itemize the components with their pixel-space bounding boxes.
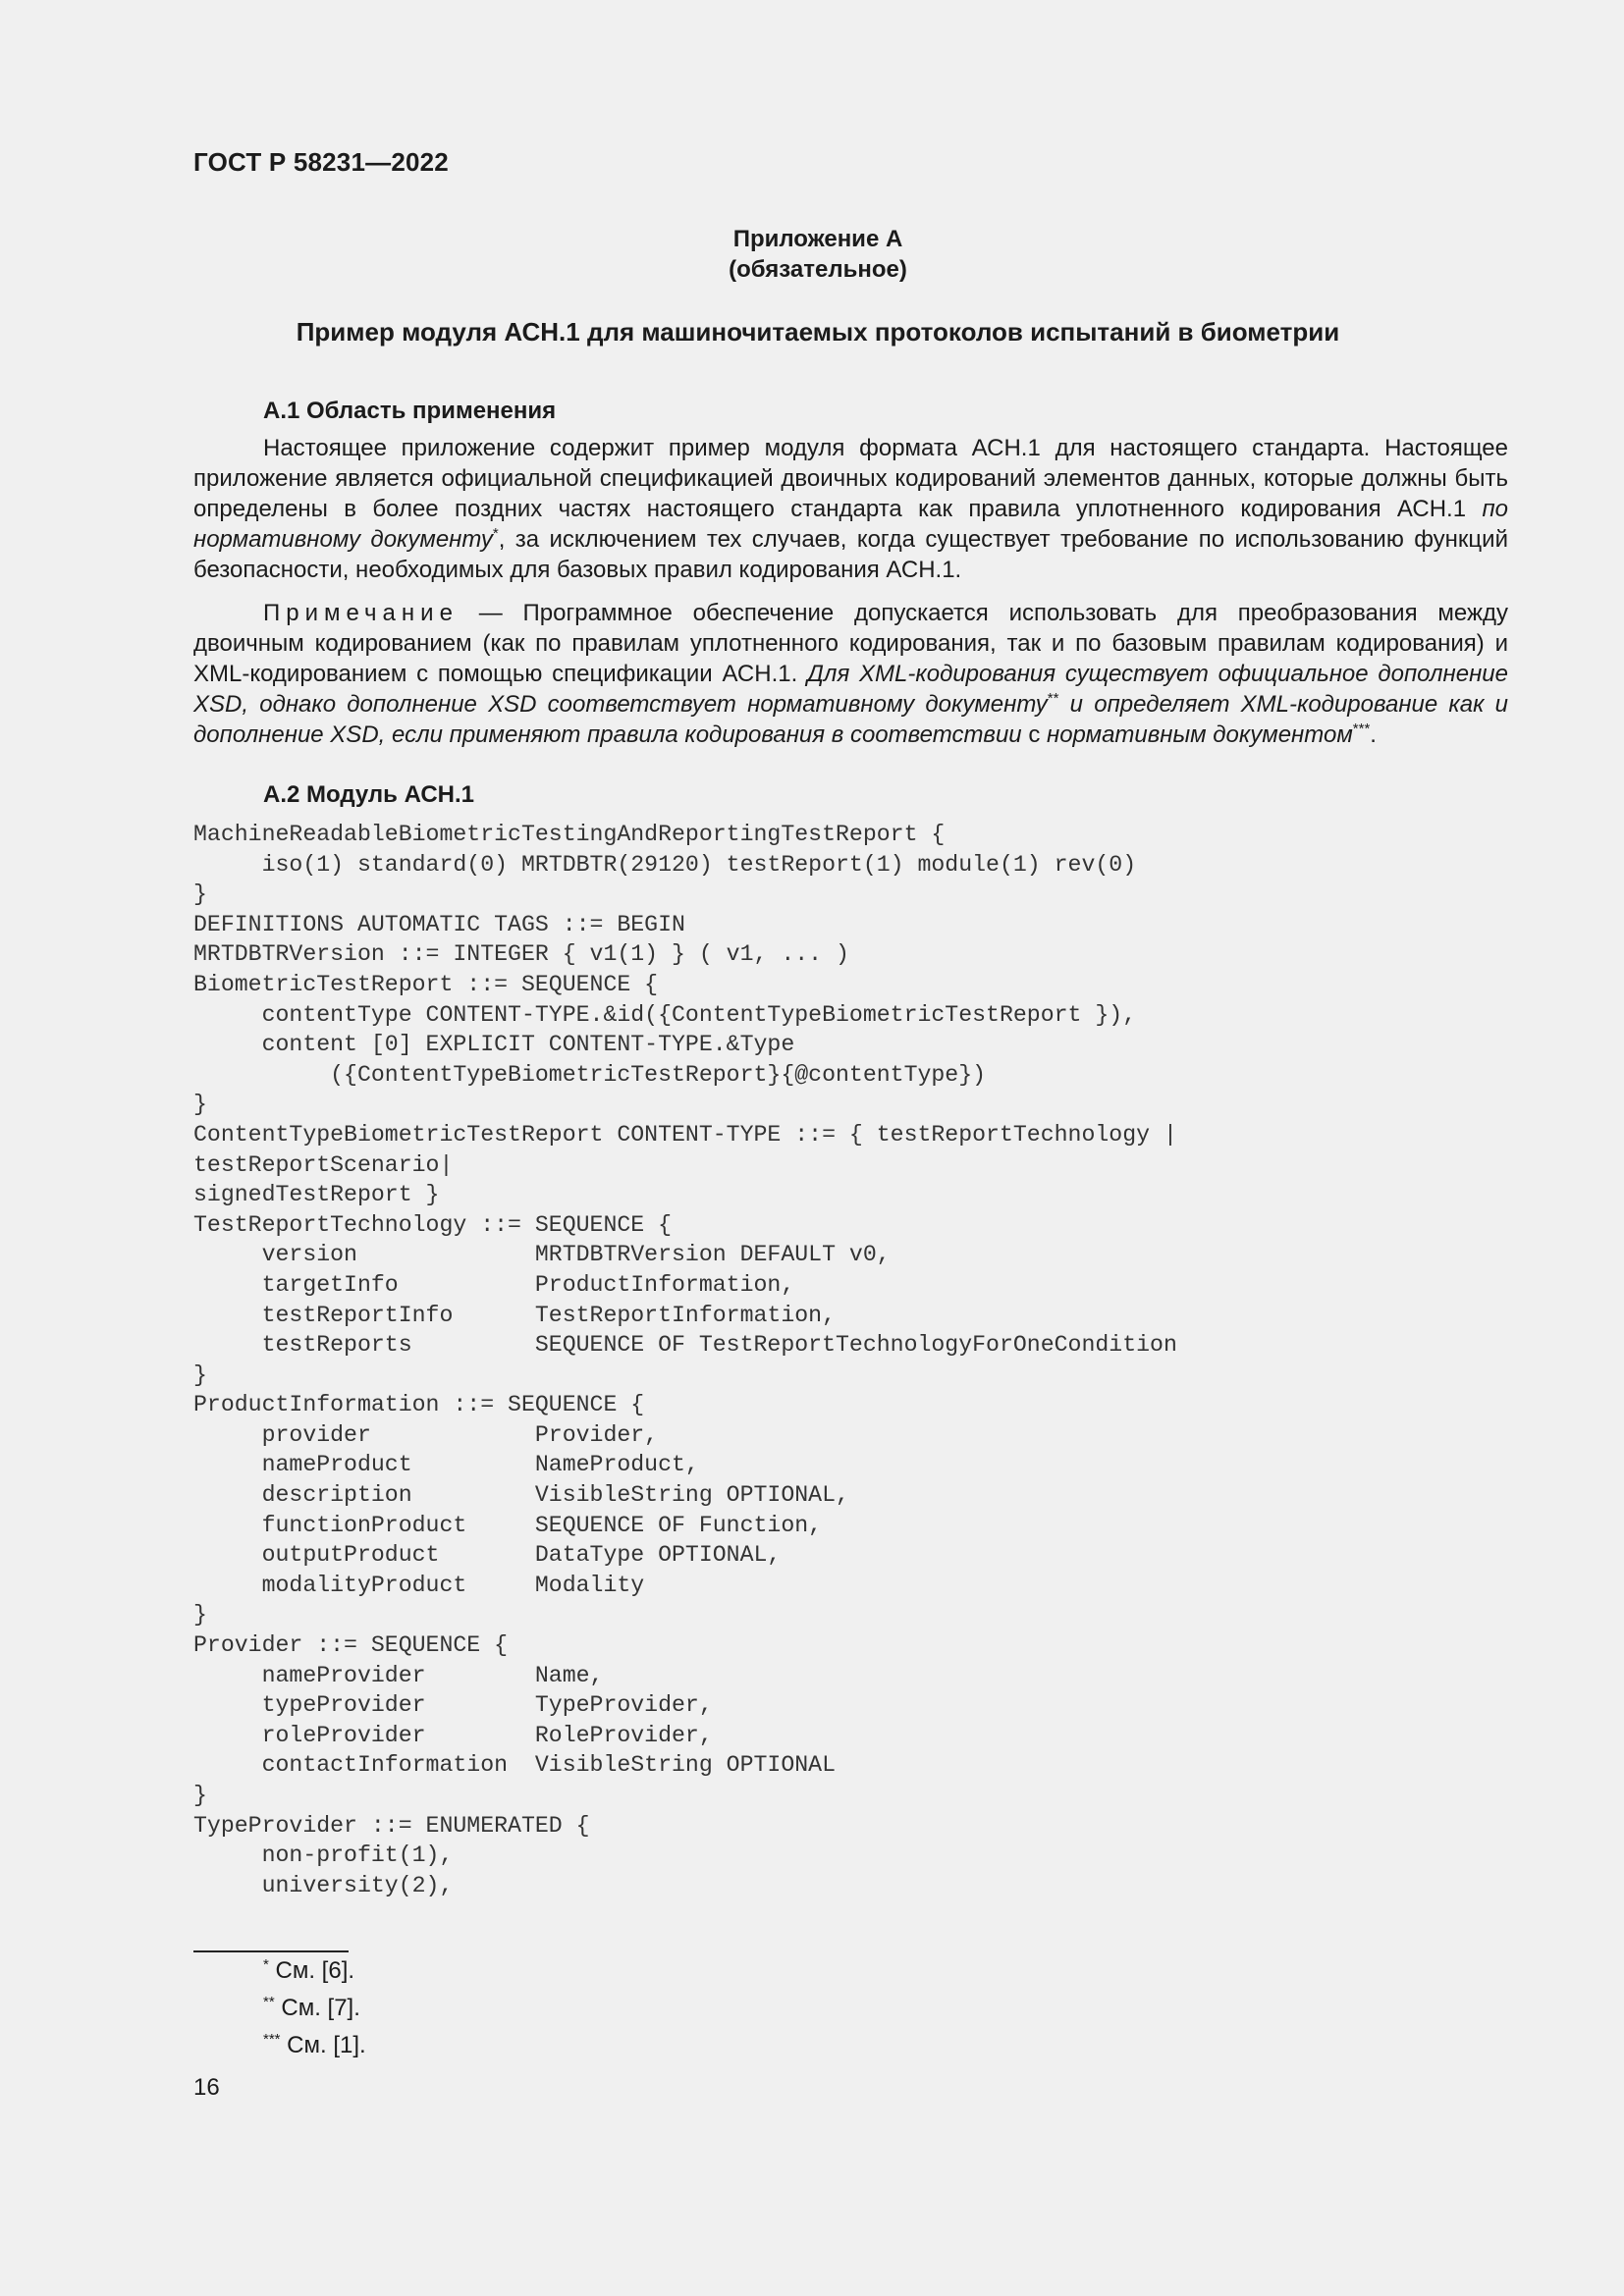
page-number: 16 <box>193 2074 220 2101</box>
footnote-mark: ** <box>263 1994 275 2010</box>
appendix-status: (обязательное) <box>729 256 907 283</box>
code-line: testReports SEQUENCE OF TestReportTechnologyForOneCondition <box>193 1332 1177 1359</box>
appendix-title: Приложение А <box>732 226 903 252</box>
document-code: ГОСТ Р 58231—2022 <box>193 147 449 177</box>
code-line: TestReportTechnology ::= SEQUENCE { <box>193 1211 673 1238</box>
code-line: description VisibleString OPTIONAL, <box>193 1482 849 1509</box>
code-line: roleProvider RoleProvider, <box>193 1722 713 1748</box>
code-line: MachineReadableBiometricTestingAndReportingTestReport { <box>193 822 946 847</box>
code-line: testReportScenario| <box>193 1151 454 1178</box>
code-line: TypeProvider ::= ENUMERATED { <box>193 1812 590 1839</box>
footnote-ref: * <box>492 525 499 542</box>
note-italic: нормативным документом <box>1047 721 1353 748</box>
footnote-text: См. [7]. <box>274 1995 360 2021</box>
paragraph-text: Настоящее приложение содержит пример модуля формата АСН.1 для настоящего стандарта. Настоящее приложение является официальной спецификацией двоичных кодирований элементов данных, которые должны быть определены в более поздних частях настоящего стандарта как правила уплотненного кодирования АСН.1 <box>193 435 1508 522</box>
code-line: testReportInfo TestReportInformation, <box>193 1302 836 1328</box>
code-line: MRTDBTRVersion ::= INTEGER { v1(1) } ( v1, ... ) <box>193 941 849 968</box>
footnote-ref: *** <box>1352 721 1371 737</box>
code-line: BiometricTestReport ::= SEQUENCE { <box>193 971 659 997</box>
code-line: contentType CONTENT-TYPE.&id({ContentTypeBiometricTestReport }), <box>193 1001 1137 1028</box>
code-line: } <box>193 1362 207 1388</box>
code-line: non-profit(1), <box>193 1842 454 1869</box>
code-line: iso(1) standard(0) MRTDBTR(29120) testReport(1) module(1) rev(0) <box>193 851 1137 878</box>
footnote-mark: * <box>263 1956 269 1973</box>
code-line: } <box>193 881 207 908</box>
note-dash: — <box>458 600 523 626</box>
code-line: provider Provider, <box>193 1421 659 1448</box>
footnote-mark: *** <box>263 2031 281 2048</box>
note-italic: Для XML-кодирования существует официальное дополнение XSD, однако дополнение XSD соответствует нормативному документу <box>193 661 1508 718</box>
code-line: nameProvider Name, <box>193 1662 604 1688</box>
code-line: version MRTDBTRVersion DEFAULT v0, <box>193 1242 891 1268</box>
code-line: signedTestReport } <box>193 1182 440 1208</box>
code-line: outputProduct DataType OPTIONAL, <box>193 1542 782 1569</box>
note-italic: и определяет XML-кодирование как и дополнение XSD, если применяют правила кодирования в соответствии <box>193 691 1508 748</box>
code-line: ContentTypeBiometricTestReport CONTENT-TYPE ::= { testReportTechnology | <box>193 1121 1177 1148</box>
footnote-2 <box>263 1994 360 2022</box>
section-a1-paragraph <box>193 433 1508 585</box>
section-a2-heading: А.2 Модуль АСН.1 <box>263 781 474 808</box>
code-line: targetInfo ProductInformation, <box>193 1271 795 1298</box>
code-line: content [0] EXPLICIT CONTENT-TYPE.&Type <box>193 1032 795 1058</box>
code-line: modalityProduct Modality <box>193 1572 645 1598</box>
code-line: university(2), <box>193 1872 454 1898</box>
note-label: Примечание <box>263 600 459 626</box>
asn1-code-block <box>193 820 1568 1900</box>
code-line: } <box>193 1602 207 1629</box>
note-text: с <box>1021 721 1047 748</box>
code-line: nameProduct NameProduct, <box>193 1452 699 1478</box>
footnote-text: См. [6]. <box>268 1957 355 1984</box>
note-text: . <box>1370 721 1377 748</box>
section-a1-heading: А.1 Область применения <box>263 398 557 424</box>
code-line: contactInformation VisibleString OPTIONAL <box>193 1752 836 1779</box>
paragraph-italic: по нормативному документу <box>193 496 1508 553</box>
footnote-divider <box>193 1950 349 1952</box>
footnote-3 <box>263 2031 366 2059</box>
code-line: } <box>193 1092 207 1118</box>
code-line: ProductInformation ::= SEQUENCE { <box>193 1392 645 1418</box>
note-paragraph <box>193 598 1508 750</box>
code-line: functionProduct SEQUENCE OF Function, <box>193 1512 823 1538</box>
footnote-1 <box>263 1956 354 1985</box>
note-text: Программное обеспечение допускается использовать для преобразования между двоичным кодированием (как по правилам уплотненного кодирования, так и по базовым правилам кодирования) и XML-кодированием с помощью спецификации АСН.1. <box>193 600 1508 687</box>
code-line: DEFINITIONS AUTOMATIC TAGS ::= BEGIN <box>193 911 685 937</box>
paragraph-text: , за исключением тех случаев, когда существует требование по использованию функций безопасности, необходимых для базовых правил кодирования АСН.1. <box>193 526 1508 583</box>
appendix-main-title: Пример модуля АСН.1 для машиночитаемых протоколов испытаний в биометрии <box>296 317 1340 347</box>
code-line: typeProvider TypeProvider, <box>193 1692 713 1719</box>
code-line: Provider ::= SEQUENCE { <box>193 1632 509 1659</box>
footnote-text: См. [1]. <box>280 2032 366 2058</box>
code-line: } <box>193 1783 207 1808</box>
code-line: ({ContentTypeBiometricTestReport}{@contentType}) <box>193 1061 987 1088</box>
footnote-ref: ** <box>1047 690 1059 707</box>
